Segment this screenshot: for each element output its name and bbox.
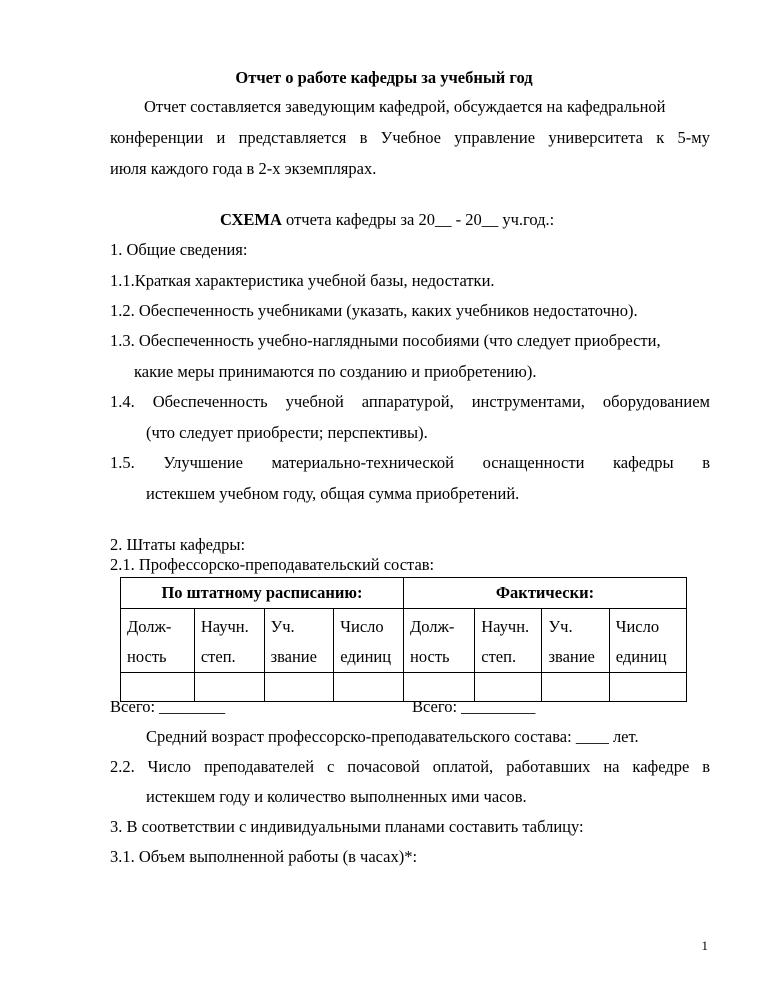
- average-age: Средний возраст профессорско-преподавательского состава: ____ лет.: [146, 727, 639, 746]
- table-cell: [334, 673, 404, 702]
- section-1-3-line-2: какие меры принимаются по созданию и приобретению).: [134, 362, 537, 381]
- column-header: Научн. степ.: [194, 609, 264, 673]
- section-1-3-line-1: 1.3. Обеспеченность учебно-наглядными пособиями (что следует приобрести,: [110, 331, 661, 350]
- column-header: Число единиц: [609, 609, 686, 673]
- intro-line-3: июля каждого года в 2-х экземплярах.: [110, 159, 377, 178]
- table-cell: [264, 673, 334, 702]
- section-1-4-line-2: (что следует приобрести; перспективы).: [146, 423, 428, 442]
- total-schedule: Всего: ________: [110, 697, 226, 716]
- staff-table-column-row: [121, 609, 687, 673]
- section-2-2-line-1: 2.2. Число преподавателей с почасовой оплатой, работавших на кафедре в: [110, 757, 710, 776]
- group-header-actual: Фактически:: [404, 578, 687, 609]
- section-3: 3. В соответствии с индивидуальными планами составить таблицу:: [110, 817, 584, 836]
- section-1-1: 1.1.Краткая характеристика учебной базы, недостатки.: [110, 271, 495, 290]
- staff-table: [120, 577, 687, 702]
- column-header: Долж- ность: [121, 609, 195, 673]
- schema-heading-rest: отчета кафедры за 20__ - 20__ уч.год.:: [286, 210, 555, 229]
- section-1: 1. Общие сведения:: [110, 240, 248, 259]
- section-2-2-line-2: истекшем году и количество выполненных ими часов.: [146, 787, 527, 806]
- table-cell: [609, 673, 686, 702]
- column-header: Научн. степ.: [475, 609, 542, 673]
- group-header-schedule: По штатному расписанию:: [121, 578, 404, 609]
- intro-line-1: Отчет составляется заведующим кафедрой, обсуждается на кафедральной: [144, 97, 666, 116]
- table-cell: [542, 673, 609, 702]
- column-header: Уч. звание: [542, 609, 609, 673]
- document-title: Отчет о работе кафедры за учебный год: [235, 68, 533, 87]
- column-header: Число единиц: [334, 609, 404, 673]
- schema-heading-bold: СХЕМА: [220, 210, 282, 229]
- section-1-4-line-1: 1.4. Обеспеченность учебной аппаратурой, инструментами, оборудованием: [110, 392, 710, 411]
- schema-heading: [220, 210, 554, 230]
- column-header: Уч. звание: [264, 609, 334, 673]
- page-number: 1: [701, 938, 708, 953]
- total-actual: Всего: _________: [412, 697, 536, 716]
- staff-table-group-row: [121, 578, 687, 609]
- section-2-1: 2.1. Профессорско-преподавательский состав:: [110, 555, 435, 574]
- section-1-5-line-1: 1.5. Улучшение материально-технической оснащенности кафедры в: [110, 453, 710, 472]
- column-header: Долж- ность: [404, 609, 475, 673]
- section-1-5-line-2: истекшем учебном году, общая сумма приобретений.: [146, 484, 520, 503]
- intro-line-2: конференции и представляется в Учебное управление университета к 5-му: [110, 128, 710, 147]
- section-3-1: 3.1. Объем выполненной работы (в часах)*:: [110, 847, 418, 866]
- section-1-2: 1.2. Обеспеченность учебниками (указать, каких учебников недостаточно).: [110, 301, 638, 320]
- section-2: 2. Штаты кафедры:: [110, 535, 246, 554]
